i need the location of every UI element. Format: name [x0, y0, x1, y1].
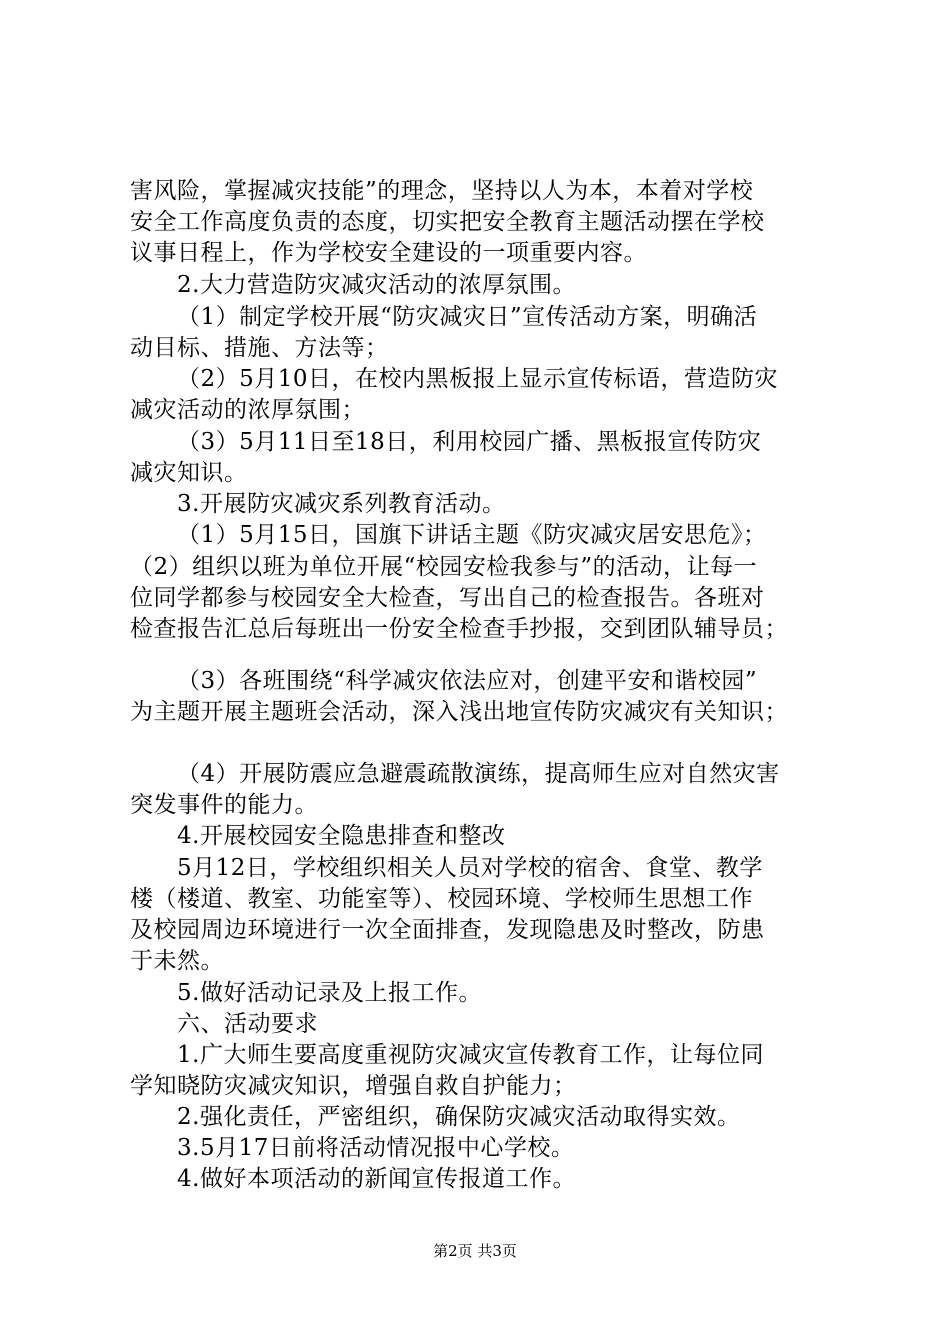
text-line: （1）5月15日，国旗下讲话主题《防灾减灾居安思危》；: [177, 522, 767, 548]
text-line: 2.强化责任，严密组织，确保防灾减灾活动取得实效。: [177, 1104, 741, 1130]
section-heading: 六、活动要求: [177, 1011, 318, 1037]
page-footer: 第2页 共3页: [433, 1242, 517, 1260]
text-line: 安全工作高度负责的态度，切实把安全教育主题活动摆在学校: [130, 209, 765, 235]
text-line: 1.广大师生要高度重视防灾减灾宣传教育工作，让每位同: [177, 1042, 764, 1068]
text-line: 学知晓防灾减灾知识，增强自救自护能力；: [130, 1073, 577, 1099]
text-line: 5月12日，学校组织相关人员对学校的宿舍、食堂、教学: [177, 855, 763, 881]
text-line: 位同学都参与校园安全大检查，写出自己的检查报告。各班对: [130, 585, 765, 611]
text-line: 3.开展防灾减灾系列教育活动。: [177, 491, 506, 517]
text-line: （3）各班围绕“科学减灾依法应对，创建平安和谐校园”: [177, 668, 758, 694]
text-line: 2.大力营造防灾减灾活动的浓厚氛围。: [177, 272, 576, 298]
text-line: 4.开展校园安全隐患排查和整改: [177, 823, 506, 849]
text-line: 3.5月17日前将活动情况报中心学校。: [177, 1135, 575, 1161]
text-line: 检查报告汇总后每班出一份安全检查手抄报，交到团队辅导员；: [130, 616, 788, 642]
text-line: 减灾知识。: [130, 460, 248, 486]
text-line: 楼（楼道、教室、功能室等）、校园环境、学校师生思想工作: [130, 886, 753, 912]
text-line: （2）组织以班为单位开展“校园安检我参与”的活动，让每一: [130, 554, 758, 580]
text-line: （2）5月10日，在校内黑板报上显示宣传标语，营造防灾: [177, 366, 779, 392]
text-line: 于未然。: [130, 948, 224, 974]
text-line: 4.做好本项活动的新闻宣传报道工作。: [177, 1166, 576, 1192]
text-line: （1）制定学校开展“防灾减灾日”宣传活动方案，明确活: [177, 304, 758, 330]
text-line: 及校园周边环境进行一次全面排查，发现隐患及时整改，防患: [130, 917, 765, 943]
text-line: 突发事件的能力。: [130, 792, 318, 818]
text-line: 5.做好活动记录及上报工作。: [177, 980, 482, 1006]
text-line: 害风险，掌握减灾技能”的理念，坚持以人为本，本着对学校: [130, 178, 754, 204]
text-line: 议事日程上，作为学校安全建设的一项重要内容。: [130, 240, 647, 266]
text-line: 动目标、措施、方法等；: [130, 335, 389, 361]
text-line: （3）5月11日至18日，利用校园广播、黑板报宣传防灾: [177, 429, 762, 455]
text-line: 减灾活动的浓厚氛围；: [130, 397, 365, 423]
text-line: （4）开展防震应急避震疏散演练，提高师生应对自然灾害: [177, 761, 780, 787]
text-line: 为主题开展主题班会活动，深入浅出地宣传防灾减灾有关知识；: [130, 699, 788, 725]
